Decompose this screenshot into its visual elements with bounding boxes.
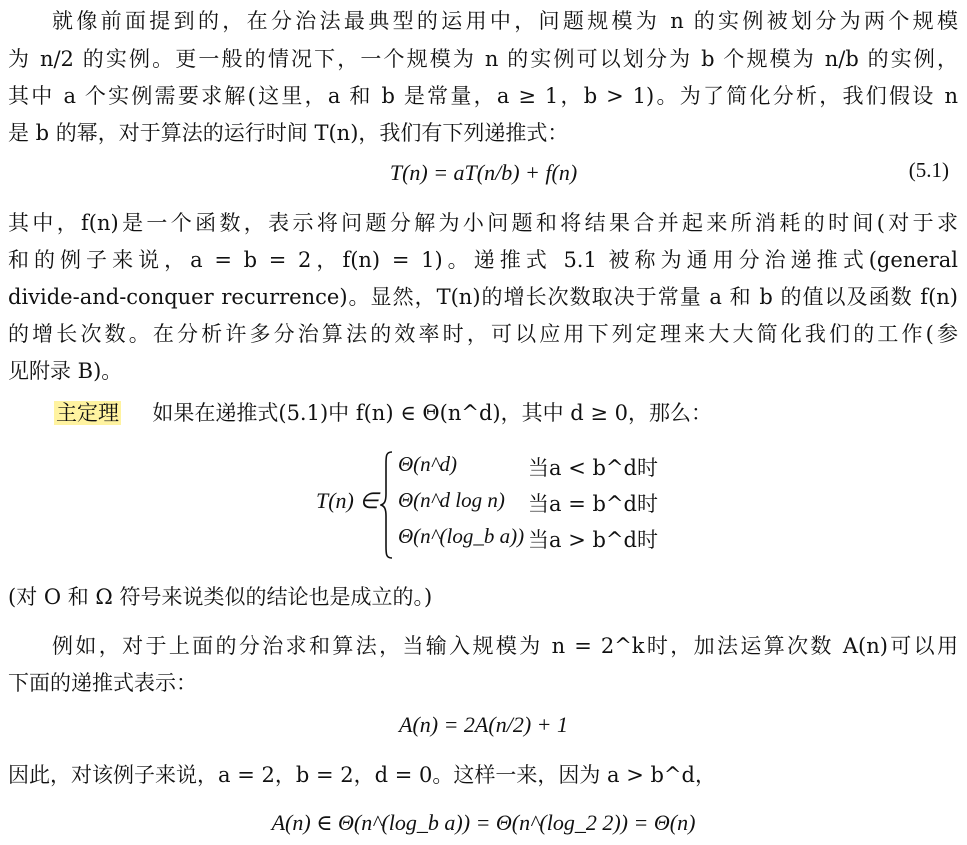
case-3-expr: Θ(n^(log_b a)) <box>398 524 525 548</box>
equation-a: A(n) = 2A(n/2) + 1 <box>399 712 568 737</box>
equation-5-1-number: (5.1) <box>908 158 949 182</box>
paragraph-1-line-2: 为 n/2 的实例。更一般的情况下，一个规模为 n 的实例可以划分为 b 个规模为 n/b 的实例， <box>8 47 958 71</box>
paragraph-4: 因此，对该例子来说，a = 2，b = 2，d = 0。这样一来，因为 a > b^d， <box>8 763 716 787</box>
case-1-expr: Θ(n^d) <box>398 452 458 476</box>
case-3-condition: 当a > b^d时 <box>528 528 658 552</box>
paragraph-2-line-1: 其中，f(n)是一个函数，表示将问题分解为小问题和将结果合并起来所消耗的时间(对于求 <box>8 211 958 235</box>
paragraph-1-line-1: 就像前面提到的，在分治法最典型的运用中，问题规模为 n 的实例被划分为两个规模 <box>52 9 958 33</box>
paragraph-1-line-3: 其中 a 个实例需要求解(这里，a 和 b 是常量，a ≥ 1，b > 1)。为了简化分析，我们假设 n <box>8 84 958 108</box>
cases-lhs: T(n) ∈ <box>316 488 379 513</box>
case-2-condition: 当a = b^d时 <box>528 492 658 516</box>
theorem-statement <box>54 398 712 428</box>
paragraph-2-line-2: 和的例子来说，a = b = 2，f(n) = 1)。递推式 5.1 被称为通用分治递推式(general <box>8 248 958 272</box>
paragraph-2-line-4: 的增长次数。在分析许多分治算法的效率时，可以应用下列定理来大大简化我们的工作(参 <box>8 322 958 346</box>
paragraph-2-line-3: divide-and-conquer recurrence)。显然，T(n)的增长次数取决于常量 a 和 b 的值以及函数 f(n) <box>8 285 958 309</box>
theorem-label: 主定理 <box>56 401 119 425</box>
paragraph-2-line-5: 见附录 B)。 <box>8 359 123 383</box>
case-2-expr: Θ(n^d log n) <box>398 488 505 512</box>
paragraph-3-line-1: 例如，对于上面的分治求和算法，当输入规模为 n = 2^k时，加法运算次数 A(n)可以用 <box>52 634 958 658</box>
equation-5-1: T(n) = aT(n/b) + f(n) <box>389 160 578 185</box>
paragraph-3-line-2: 下面的递推式表示： <box>8 671 197 695</box>
note-line: (对 O 和 Ω 符号来说类似的结论也是成立的。) <box>8 585 433 609</box>
theorem-text: 如果在递推式(5.1)中 f(n) ∈ Θ(n^d)，其中 d ≥ 0，那么： <box>152 401 713 425</box>
left-brace-icon <box>380 450 394 560</box>
case-1-condition: 当a < b^d时 <box>528 456 658 480</box>
master-theorem-cases <box>316 450 676 560</box>
equation-final: A(n) ∈ Θ(n^(log_b a)) = Θ(n^(log_2 2)) = Θ(n) <box>271 810 696 835</box>
paragraph-1-line-4: 是 b 的幂，对于算法的运行时间 T(n)，我们有下列递推式： <box>8 121 569 145</box>
